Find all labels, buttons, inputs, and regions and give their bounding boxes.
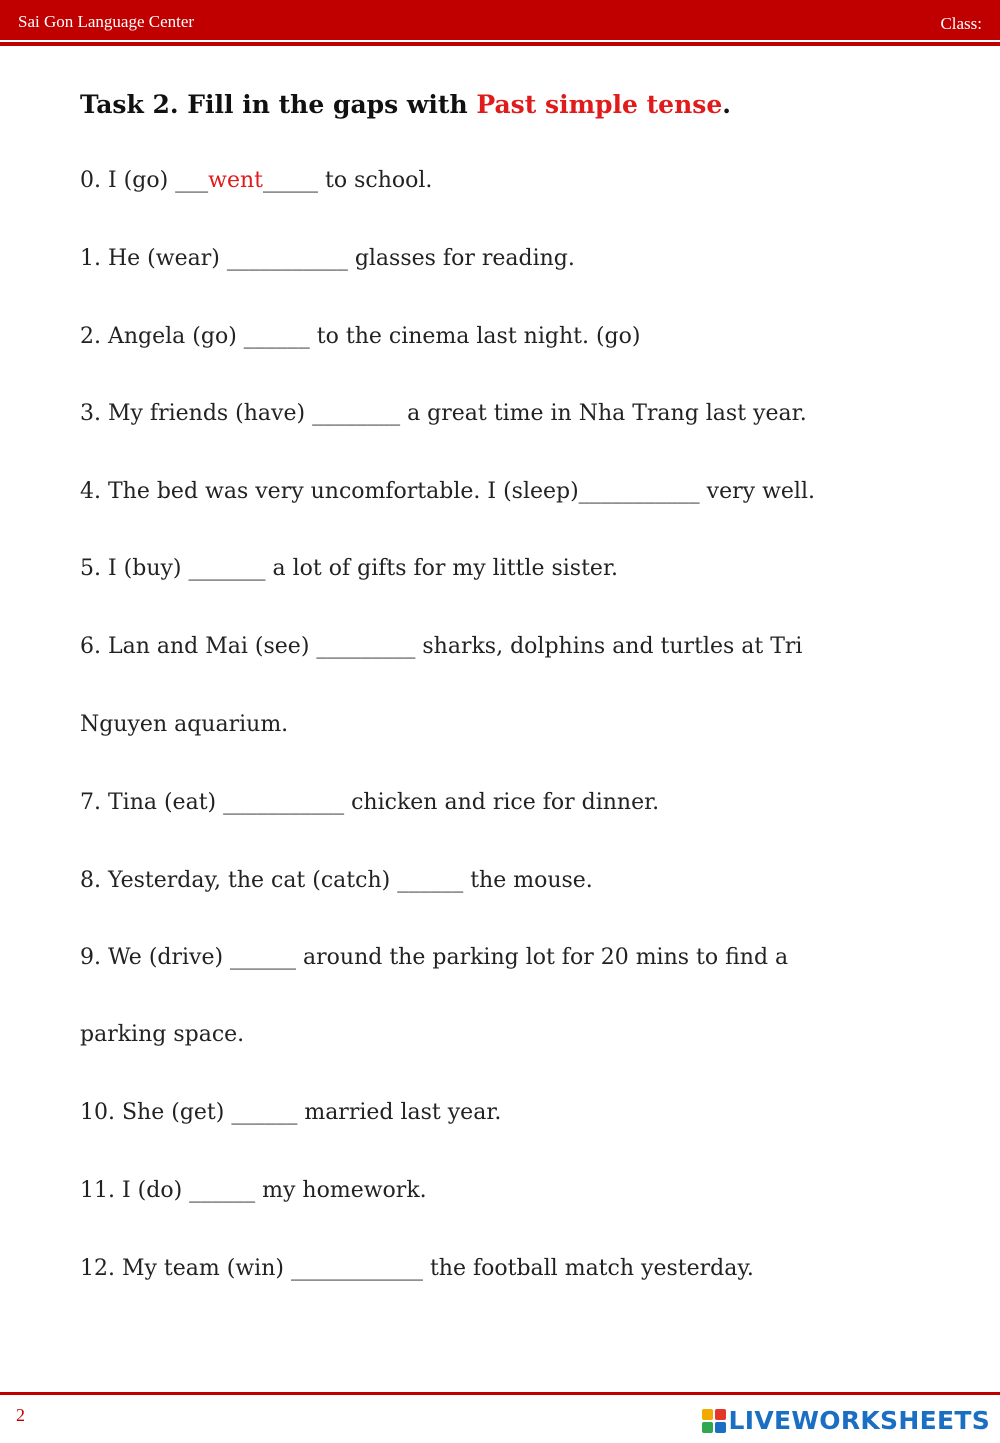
exercise-line-2: 2. Angela (go) ______ to the cinema last night. (go) [80, 324, 641, 349]
example-before: 0. I (go) ___ [80, 168, 209, 193]
exercise-line-11: 11. I (do) ______ my homework. [80, 1178, 427, 1203]
exercise-line-3: 3. My friends (have) ________ a great time in Nha Trang last year. [80, 401, 807, 426]
page-number: 2 [16, 1405, 25, 1425]
task-title-suffix: . [722, 90, 731, 119]
brand-text: LIVEWORKSHEETS [728, 1406, 990, 1435]
header-title: Sai Gon Language Center [18, 12, 195, 31]
task-title [80, 90, 731, 119]
header-divider [0, 42, 1000, 46]
header-bar [0, 0, 1000, 40]
exercise-line-1: 1. He (wear) ___________ glasses for reading. [80, 246, 575, 271]
exercise-line-9-cont: parking space. [80, 1022, 245, 1047]
example-after: _____ to school. [263, 168, 433, 193]
liveworksheets-logo-icon [702, 1409, 726, 1433]
example-line [80, 168, 432, 193]
exercise-line-6-cont: Nguyen aquarium. [80, 712, 289, 737]
example-answer: went [208, 168, 264, 193]
exercise-line-5: 5. I (buy) _______ a lot of gifts for my little sister. [80, 556, 619, 581]
exercise-line-7: 7. Tina (eat) ___________ chicken and rice for dinner. [80, 790, 660, 815]
exercise-line-4: 4. The bed was very uncomfortable. I (sleep)___________ very well. [80, 479, 815, 504]
exercise-line-6: 6. Lan and Mai (see) _________ sharks, dolphins and turtles at Tri [80, 634, 803, 659]
exercise-line-12: 12. My team (win) ____________ the football match yesterday. [80, 1256, 754, 1281]
liveworksheets-brand[interactable] [702, 1406, 990, 1435]
class-label: Class: [940, 14, 982, 33]
exercise-line-10: 10. She (get) ______ married last year. [80, 1100, 502, 1125]
footer-divider [0, 1392, 1000, 1395]
task-title-prefix: Task 2. Fill in the gaps with [80, 90, 477, 119]
task-title-accent: Past simple tense [476, 90, 723, 119]
exercise-line-8: 8. Yesterday, the cat (catch) ______ the mouse. [80, 868, 593, 893]
exercise-line-9: 9. We (drive) ______ around the parking lot for 20 mins to find a [80, 945, 789, 970]
